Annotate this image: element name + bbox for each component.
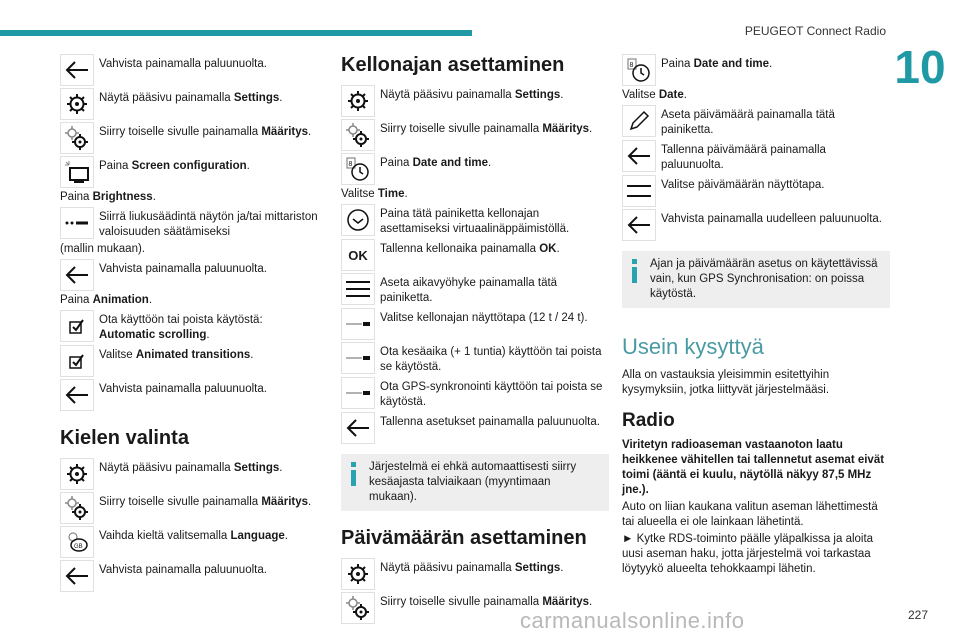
toggle-line-icon bbox=[341, 342, 375, 374]
list-icon bbox=[341, 273, 375, 305]
faq-answer-step: ► Kytke RDS-toiminto päälle yläpalkissa ja aloita uusi aseman haku, jotta järjestelmä voi tarkastaa löytyykö alueelta tehokkaampi lähetin. bbox=[622, 533, 874, 575]
instruction-text: Aseta päivämäärä painamalla tätä painiketta. bbox=[661, 109, 835, 136]
instruction-text: Vahvista painamalla paluunuolta. bbox=[99, 383, 267, 395]
paragraph: Valitse Date. bbox=[622, 89, 687, 101]
section-heading: Päivämäärän asettaminen bbox=[341, 527, 587, 549]
instruction-text: Vaihda kieltä valitsemalla Language. bbox=[99, 530, 288, 542]
faq-title: Usein kysyttyä bbox=[622, 334, 764, 359]
instruction-row bbox=[60, 310, 328, 343]
back-arrow-icon bbox=[622, 140, 656, 172]
instruction-text: Näytä pääsivu painamalla Settings. bbox=[99, 462, 283, 474]
screen-config-icon bbox=[60, 156, 94, 188]
instruction-row bbox=[60, 122, 328, 154]
instruction-text: Paina Date and time. bbox=[380, 157, 492, 169]
instruction-row bbox=[60, 560, 328, 592]
instruction-row bbox=[341, 342, 609, 375]
instruction-row bbox=[341, 273, 609, 306]
instruction-text: Valitse päivämäärän näyttötapa. bbox=[661, 179, 825, 191]
instruction-row bbox=[60, 526, 328, 558]
instruction-row bbox=[60, 458, 328, 490]
instruction-text: Siirry toiselle sivulle painamalla Määritys. bbox=[380, 596, 593, 608]
paragraph: Paina Animation. bbox=[60, 294, 153, 306]
instruction-text: Siirry toiselle sivulle painamalla Määritys. bbox=[380, 123, 593, 135]
paragraph: (mallin mukaan). bbox=[60, 243, 145, 255]
ok-label: OK bbox=[348, 247, 368, 263]
instruction-text: Tallenna asetukset painamalla paluunuolta. bbox=[380, 416, 600, 428]
instruction-row bbox=[60, 207, 328, 240]
faq-intro: Alla on vastauksia yleisimmin esitettyihin kysymyksiin, jotka liittyvät järjestelmääsi. bbox=[622, 369, 830, 396]
date-time-icon bbox=[622, 54, 656, 86]
instruction-text: Paina Screen configuration. bbox=[99, 160, 250, 172]
double-gear-icon bbox=[60, 492, 94, 524]
instruction-text: Näytä pääsivu painamalla Settings. bbox=[99, 92, 283, 104]
instruction-text: Tallenna päivämäärä painamalla paluunuolta. bbox=[661, 144, 826, 171]
header-accent-bar bbox=[0, 30, 472, 36]
checkbox-icon bbox=[60, 310, 94, 342]
back-arrow-icon bbox=[60, 560, 94, 592]
instruction-text: Vahvista painamalla paluunuolta. bbox=[99, 58, 267, 70]
instruction-row bbox=[60, 54, 328, 86]
chapter-number: 10 bbox=[894, 41, 946, 93]
svg-text:8: 8 bbox=[348, 161, 353, 168]
toggle-line-icon bbox=[341, 308, 375, 340]
instruction-text: Siirrä liukusäädintä näytön ja/tai mittariston valoisuuden säätämiseksi bbox=[99, 211, 318, 238]
faq-section-heading: Radio bbox=[622, 410, 675, 431]
instruction-row bbox=[60, 156, 328, 188]
double-gear-icon bbox=[341, 592, 375, 624]
double-gear-icon bbox=[341, 119, 375, 151]
instruction-row bbox=[622, 54, 890, 86]
info-box bbox=[341, 454, 609, 511]
instruction-row bbox=[341, 85, 609, 117]
gear-icon bbox=[341, 85, 375, 117]
instruction-row bbox=[622, 105, 890, 138]
faq-question: Viritetyn radioaseman vastaanoton laatu heikkenee vähitellen tai tallennetut asemat eivät toimi (ääntä ei kuulu, näytöllä näkyy 87,5 MHz jne.). bbox=[622, 439, 885, 496]
instruction-text: Vahvista painamalla uudelleen paluunuolta. bbox=[661, 213, 883, 225]
instruction-text: Ota GPS-synkronointi käyttöön tai poista se käytöstä. bbox=[380, 381, 603, 408]
double-gear-icon bbox=[60, 122, 94, 154]
faq-answer: Auto on liian kaukana valitun aseman lähettimestä tai alueella ei ole lainkaan lähetintä. bbox=[622, 501, 878, 528]
instruction-row bbox=[341, 239, 609, 271]
language-icon bbox=[60, 526, 94, 558]
instruction-row bbox=[60, 492, 328, 524]
instruction-text: Paina tätä painiketta kellonajan asettamiseksi virtuaalinäppäimistöllä. bbox=[380, 208, 570, 235]
date-time-icon bbox=[341, 153, 375, 185]
back-arrow-icon bbox=[622, 209, 656, 241]
instruction-row bbox=[60, 345, 328, 377]
back-arrow-icon bbox=[60, 379, 94, 411]
pencil-icon bbox=[622, 105, 656, 137]
instruction-row bbox=[60, 259, 328, 291]
checkbox-icon bbox=[60, 345, 94, 377]
header-title: PEUGEOT Connect Radio bbox=[744, 24, 886, 38]
info-text: Järjestelmä ei ehkä automaattisesti siirry kesäajasta talviaikaan (myyntimaan mukaan). bbox=[369, 461, 577, 503]
instruction-text: Siirry toiselle sivulle painamalla Määritys. bbox=[99, 496, 312, 508]
instruction-row bbox=[341, 204, 609, 237]
section-heading: Kielen valinta bbox=[60, 427, 189, 449]
instruction-text: Ota kesäaika (+ 1 tuntia) käyttöön tai poista se käytöstä. bbox=[380, 346, 602, 373]
instruction-text: Valitse Animated transitions. bbox=[99, 349, 254, 361]
clock-icon bbox=[341, 204, 375, 236]
instruction-text: Valitse kellonajan näyttötapa (12 t / 24 t). bbox=[380, 312, 588, 324]
back-arrow-icon bbox=[60, 259, 94, 291]
left-column bbox=[60, 54, 328, 594]
instruction-row bbox=[60, 88, 328, 120]
format-icon bbox=[622, 175, 656, 207]
instruction-text: Näytä pääsivu painamalla Settings. bbox=[380, 89, 564, 101]
info-text: Ajan ja päivämäärän asetus on käytettävissä vain, kun GPS Synchronisation: on poissa käytöstä. bbox=[650, 258, 878, 300]
section-heading: Kellonajan asettaminen bbox=[341, 54, 565, 76]
instruction-text: Vahvista painamalla paluunuolta. bbox=[99, 263, 267, 275]
instruction-row bbox=[622, 175, 890, 207]
info-icon bbox=[349, 462, 363, 505]
middle-column bbox=[341, 54, 609, 626]
gear-icon bbox=[341, 558, 375, 590]
brightness-slider-icon bbox=[60, 207, 94, 239]
paragraph: Valitse Time. bbox=[341, 188, 408, 200]
instruction-row bbox=[341, 412, 609, 444]
instruction-row bbox=[341, 153, 609, 185]
paragraph: Paina Brightness. bbox=[60, 191, 156, 203]
svg-text:GB: GB bbox=[74, 544, 83, 550]
instruction-row bbox=[341, 119, 609, 151]
ok-icon bbox=[341, 239, 375, 271]
instruction-text: Vahvista painamalla paluunuolta. bbox=[99, 564, 267, 576]
instruction-text: Ota käyttöön tai poista käytöstä: Automatic scrolling. bbox=[99, 314, 263, 341]
instruction-row bbox=[622, 140, 890, 173]
gear-icon bbox=[60, 458, 94, 490]
instruction-row bbox=[341, 377, 609, 410]
info-box bbox=[622, 251, 890, 308]
instruction-text: Paina Date and time. bbox=[661, 58, 773, 70]
instruction-text: Aseta aikavyöhyke painamalla tätä painiketta. bbox=[380, 277, 558, 304]
instruction-row bbox=[60, 379, 328, 411]
instruction-text: Tallenna kellonaika painamalla OK. bbox=[380, 243, 560, 255]
svg-text:8: 8 bbox=[629, 62, 634, 69]
gear-icon bbox=[60, 88, 94, 120]
back-arrow-icon bbox=[60, 54, 94, 86]
info-icon bbox=[630, 259, 644, 302]
instruction-row bbox=[341, 558, 609, 590]
page-number: 227 bbox=[907, 608, 928, 622]
toggle-line-icon bbox=[341, 377, 375, 409]
instruction-text: Siirry toiselle sivulle painamalla Määritys. bbox=[99, 126, 312, 138]
back-arrow-icon bbox=[341, 412, 375, 444]
watermark: carmanualsonline.info bbox=[520, 608, 745, 633]
instruction-text: Näytä pääsivu painamalla Settings. bbox=[380, 562, 564, 574]
instruction-row bbox=[341, 308, 609, 340]
right-column bbox=[622, 54, 890, 579]
instruction-row bbox=[622, 209, 890, 241]
